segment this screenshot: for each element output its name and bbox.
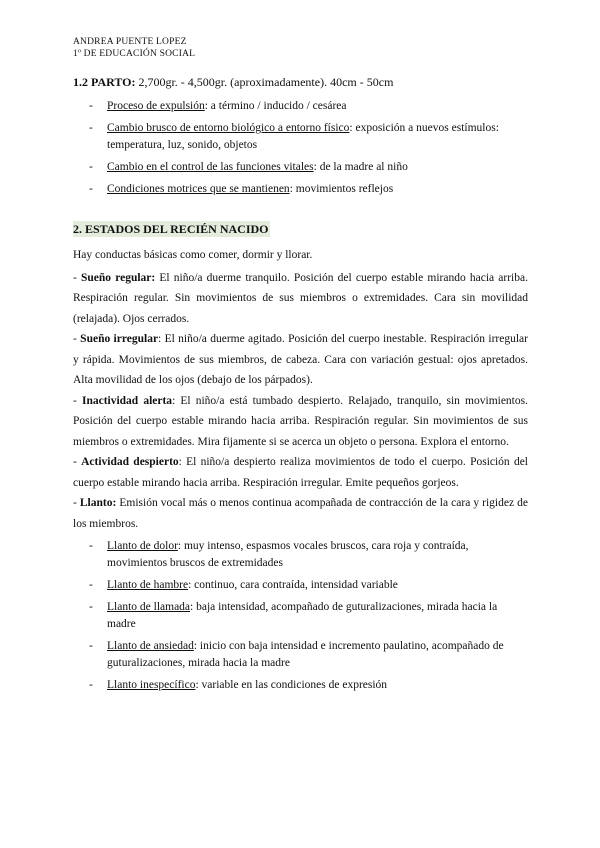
state-paragraph <box>73 493 528 534</box>
list-item-text: : variable en las condiciones de expresión <box>195 679 388 691</box>
list-item-label: Llanto de llamada <box>107 601 191 613</box>
list-item-label: Llanto inespecífico <box>107 679 196 691</box>
list-item-text: : continuo, cara contraída, intensidad variable <box>188 579 398 591</box>
state-paragraph <box>73 391 528 453</box>
course-name: 1º DE EDUCACIÓN SOCIAL <box>73 49 196 59</box>
parto-list <box>73 98 528 198</box>
estados-title <box>73 222 528 237</box>
list-item-text: : de la madre al niño <box>313 161 408 173</box>
list-item: - Cambio brusco de entorno biológico a entorno físico: exposición a nuevos estímulos: temperatura, luz, sonido, objetos <box>89 122 499 151</box>
list-item: - Llanto de ansiedad: inicio con baja intensidad e incremento paulatino, acompañado de guturalizaciones, mirada hacia la madre <box>89 640 504 669</box>
state-text: El niño/a duerme tranquilo. Posición del cuerpo estable mirando hacia arriba. Respiración regular. Sin movimientos de sus miembros o extremidades. Cara sin movilidad (relajada). Ojos cerrados. <box>73 271 528 325</box>
list-item: - Llanto de hambre: continuo, cara contraída, intensidad variable <box>89 579 398 591</box>
parto-section <box>73 74 528 90</box>
state-paragraph <box>73 268 528 330</box>
state-prefix: - <box>73 333 81 345</box>
list-item: - Cambio en el control de las funciones vitales: de la madre al niño <box>89 161 408 173</box>
state-label: Inactividad alerta <box>81 394 173 407</box>
state-prefix: - <box>73 456 82 468</box>
list-item: - Proceso de expulsión: a término / inducido / cesárea <box>89 100 347 112</box>
list-item-text: : baja intensidad, acompañado de guturalizaciones, mirada hacia la madre <box>107 601 498 630</box>
state-label: Sueño regular: <box>81 271 156 284</box>
list-item-label: Condiciones motrices que se mantienen <box>107 183 290 195</box>
parto-heading: 1.2 PARTO: <box>73 75 136 89</box>
list-item-label: Llanto de hambre <box>107 579 189 591</box>
state-text: Emisión vocal más o menos continua acompañada de contracción de la cara y rigidez de los miembros. <box>73 497 528 530</box>
list-item-label: Cambio brusco de entorno biológico a entorno físico <box>107 122 350 134</box>
list-item-text: : exposición a nuevos estímulos: temperatura, luz, sonido, objetos <box>107 122 499 151</box>
list-item-label: Cambio en el control de las funciones vitales <box>107 161 314 173</box>
list-item-label: Proceso de expulsión <box>107 100 205 112</box>
parto-text: 2,700gr. - 4,500gr. (aproximadamente). 40cm - 50cm <box>135 75 394 89</box>
state-paragraph <box>73 329 528 391</box>
state-prefix: - <box>73 271 81 284</box>
page-header <box>73 36 195 60</box>
list-item: - Llanto de llamada: baja intensidad, acompañado de guturalizaciones, mirada hacia la madre <box>89 601 498 630</box>
state-prefix: - <box>73 394 82 407</box>
list-item-text: : a término / inducido / cesárea <box>204 100 347 112</box>
list-item-text: : muy intenso, espasmos vocales bruscos, cara roja y contraída, movimientos bruscos de extremidades <box>107 540 469 569</box>
author-name: ANDREA PUENTE LOPEZ <box>73 37 187 47</box>
llanto-list <box>73 538 528 694</box>
list-item-text: : movimientos reflejos <box>289 183 394 195</box>
list-item: - Llanto inespecífico: variable en las condiciones de expresión <box>89 679 388 691</box>
state-text: : El niño/a despierto realiza movimientos de todo el cuerpo. Posición del cuerpo estable mirando hacia arriba. Respiración irregular. Emite pequeños gorjeos. <box>73 456 528 489</box>
state-label: Llanto: <box>79 497 117 509</box>
estados-title-text: 2. ESTADOS DEL RECIÉN NACIDO <box>73 222 269 236</box>
state-text: : El niño/a está tumbado despierto. Relajado, tranquilo, sin movimientos. Posición del cuerpo estable mirando hacia arriba. Respiración regular. Sin movimientos de sus miembros o extremidades. Mira fijamente si se acerca un objeto o persona. Explora el entorno. <box>73 394 528 448</box>
list-item-label: Llanto de ansiedad <box>107 640 194 652</box>
list-item: - Condiciones motrices que se mantienen: movimientos reflejos <box>89 183 394 195</box>
estados-intro: Hay conductas básicas como comer, dormir y llorar. <box>73 249 313 261</box>
state-text: : El niño/a duerme agitado. Posición del cuerpo inestable. Respiración irregular y rápida. Movimientos de sus miembros, de cabeza. Cara con variación gestual: ojos apretados. Alta movilidad de los ojos (debajo de los párpados). <box>73 333 528 386</box>
list-item-text: : inicio con baja intensidad e incremento paulatino, acompañado de guturalizaciones, mirada hacia la madre <box>107 640 504 669</box>
state-label: Actividad despierto <box>81 456 179 468</box>
state-prefix: - <box>73 497 80 509</box>
document-body <box>73 74 528 699</box>
state-paragraph <box>73 452 528 493</box>
state-label: Sueño irregular <box>80 333 159 345</box>
list-item: - Llanto de dolor: muy intenso, espasmos vocales bruscos, cara roja y contraída, movimientos bruscos de extremidades <box>89 540 469 569</box>
list-item-label: Llanto de dolor <box>107 540 178 552</box>
